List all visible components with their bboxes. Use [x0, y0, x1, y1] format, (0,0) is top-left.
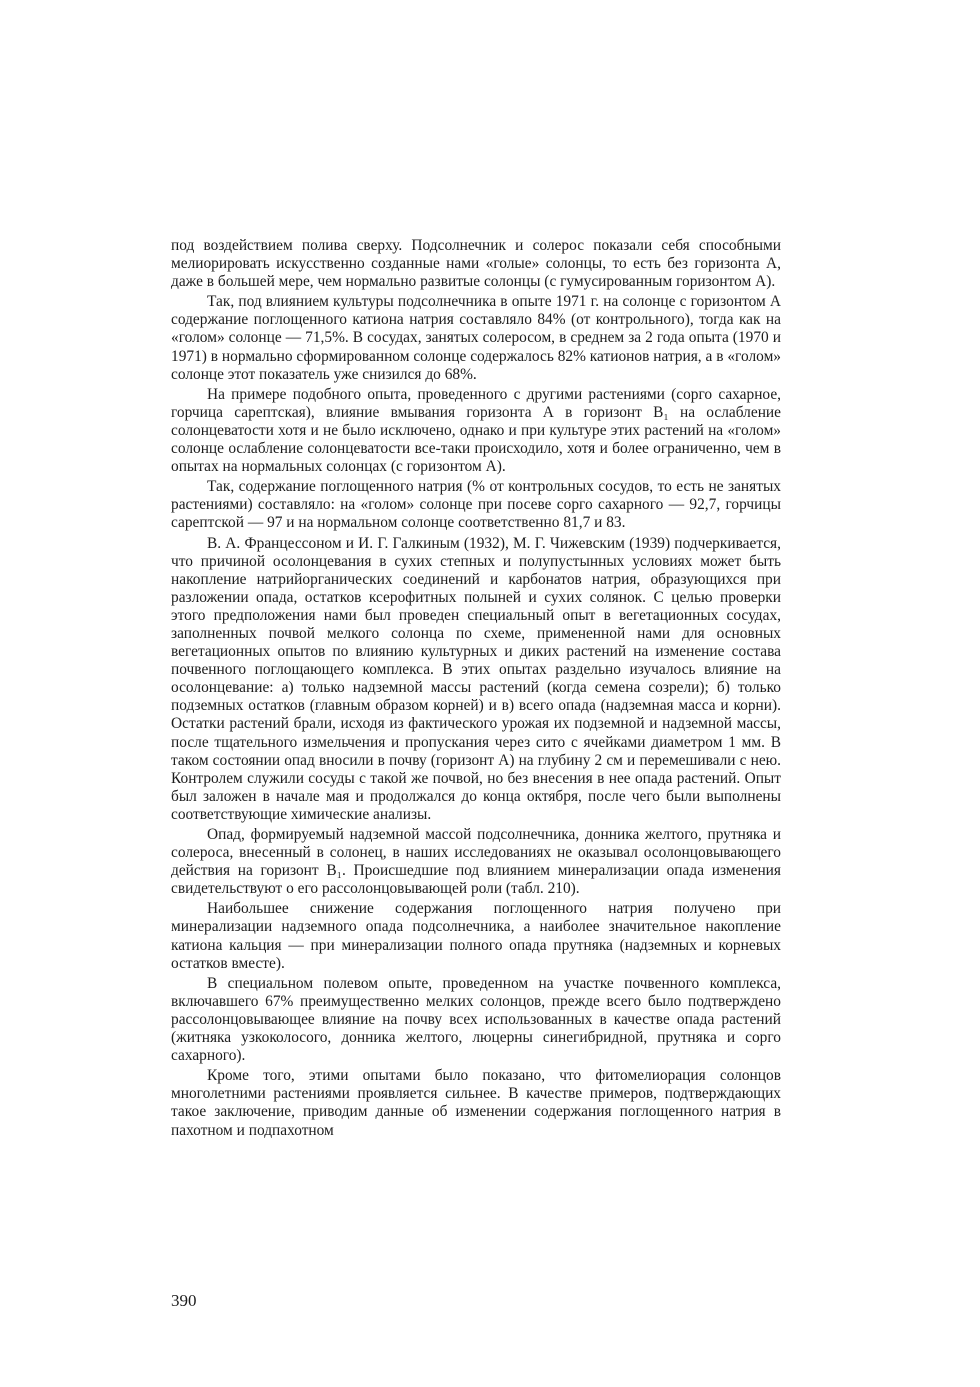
page-number: 390 — [171, 1291, 197, 1310]
paragraph-9: Кроме того, этими опытами было показано, что фитомелиорация солонцов многолетними растениями проявляется сильнее. В качестве примеров, подтверждающих такое заключение, приводим данные об изменении содержания поглощенного натрия в пахотном и подпахотном — [171, 1067, 781, 1139]
paragraph-7: Наибольшее снижение содержания поглощенного натрия получено при минерализации надземного опада подсолнечника, а наиболее значительное накопление катиона кальция — при минерализации полного опада прутняка (надземных и корневых остатков вместе). — [171, 900, 781, 972]
paragraph-1: под воздействием полива сверху. Подсолнечник и солерос показали себя способными мелиорировать искусственно созданные нами «голые» солонцы, то есть без горизонта А, даже в большей мере, чем нормально развитые солонцы (с гумусированным горизонтом А). — [171, 237, 781, 291]
page-body — [171, 237, 781, 1142]
paragraph-8: В специальном полевом опыте, проведенном на участке почвенного комплекса, включавшего 67% преимущественно мелких солонцов, прежде всего было подтверждено рассолонцовывающее влияние на почву всех использованных в качестве опада растений (житняка узкоколосого, донника желтого, люцерны синегибридной, прутняка и сорго сахарного). — [171, 974, 781, 1065]
paragraph-6: Опад, формируемый надземной массой подсолнечника, донника желтого, прутняка и солероса, внесенный в солонец, в наших исследованиях не оказывал осолонцовывающего действия на горизонт B₁. Происшедшие под влиянием минерализации опада изменения свидетельствуют о его рассолонцовывающей роли (табл. 210). — [171, 826, 781, 898]
paragraph-3: На примере подобного опыта, проведенного с другими растениями (сорго сахарное, горчица сарептская), влияние вмывания горизонта А в горизонт B₁ на ослабление солонцеватости хотя и не было исключено, однако и при культуре этих растений на «голом» солонце ослабление солонцеватости все-таки происходило, хотя и более ограниченно, чем в опытах на нормальных солонцах (с горизонтом А). — [171, 385, 781, 476]
paragraph-2: Так, под влиянием культуры подсолнечника в опыте 1971 г. на солонце с горизонтом А содержание поглощенного катиона натрия составляло 84% (от контрольного), тогда как на «голом» солонце — 71,5%. В сосудах, занятых солеросом, в среднем за 2 года опыта (1970 и 1971) в нормально сформированном солонце содержалось 82% катионов натрия, а в «голом» солонце этот показатель уже снизился до 68%. — [171, 293, 781, 383]
paragraph-5: В. А. Францессоном и И. Г. Галкиным (1932), М. Г. Чижевским (1939) подчеркивается, что причиной осолонцевания в сухих степных и полупустынных условиях может быть накопление натрийорганических соединений и карбонатов натрия, образующихся при разложении опада, остатков ксерофитных полыней и сухих солянок. С целью проверки этого предположения нами был проведен специальный опыт в вегетационных сосудах, заполненных почвой мелкого солонца по схеме, примененной нами для основных вегетационных опытов по влиянию культурных и диких растений на изменение состава почвенного поглощающего комплекса. В этих опытах раздельно изучалось влияние на осолонцевание: а) только надземной массы растений (когда семена созрели); б) только подземных остатков (главным образом корней) и в) всего опада (надземная масса и корни). Остатки растений брали, исходя из фактического урожая их подземной и надземной массы, после тщательного измельчения и пропускания через сито с ячейками диаметром 1 мм. В таком состоянии опад вносили в почву (горизонт А) на глубину 2 см и перемешивали с нею. Контролем служили сосуды с такой же почвой, но без внесения в нее опада растений. Опыт был заложен в начале мая и продолжался до конца октября, после чего были выполнены соответствующие химические анализы. — [171, 534, 781, 823]
paragraph-4: Так, содержание поглощенного натрия (% от контрольных сосудов, то есть не занятых растениями) составляло: на «голом» солонце при посеве сорго сахарного — 92,7, горчицы сарептской — 97 и на нормальном солонце соответственно 81,7 и 83. — [171, 478, 781, 532]
